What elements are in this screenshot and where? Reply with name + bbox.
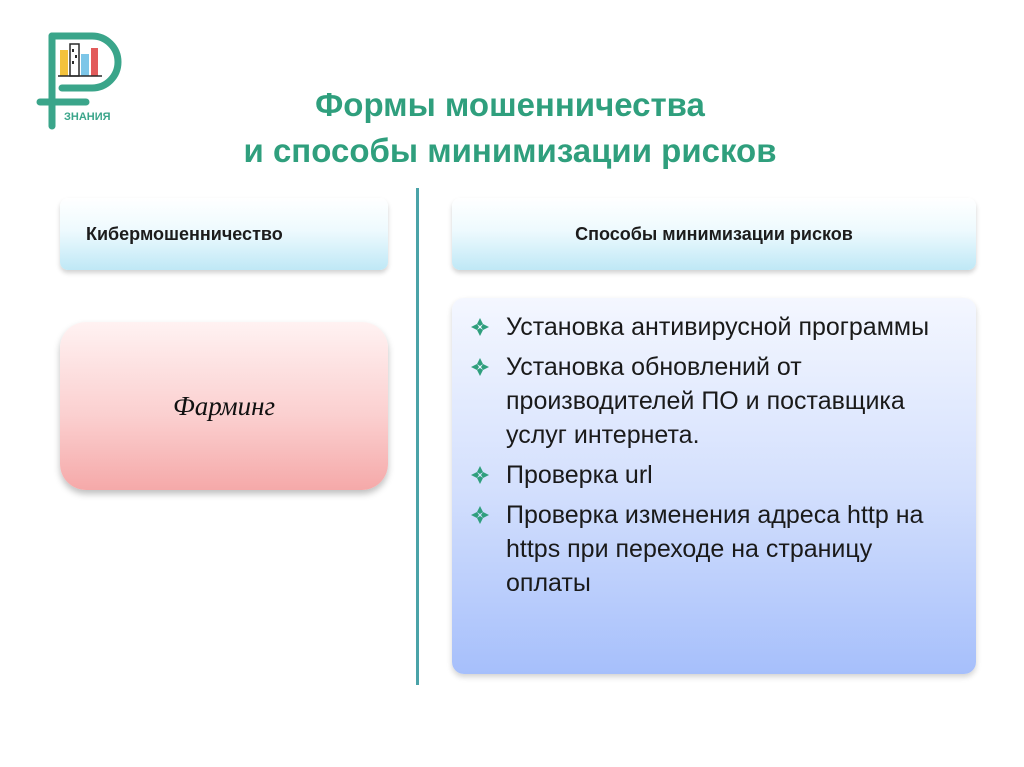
list-item	[470, 310, 958, 344]
risk-minimization-header-label: Способы минимизации рисков	[575, 223, 853, 244]
list-item	[470, 498, 958, 600]
risk-minimization-header	[452, 198, 976, 270]
cyberfraud-header	[60, 198, 388, 270]
logo	[34, 30, 130, 132]
list-item	[470, 350, 958, 452]
list-item	[470, 458, 958, 492]
methods-box	[452, 298, 976, 674]
method-text: Установка обновлений от производителей ПО и поставщика услуг интернета.	[506, 353, 905, 449]
diamond-bullet-icon	[470, 465, 490, 485]
diamond-bullet-icon	[470, 505, 490, 525]
fraud-type-label: Фарминг	[172, 390, 276, 421]
vertical-divider	[416, 188, 419, 685]
title-line-2: и способы минимизации рисков	[243, 132, 777, 169]
fraud-type-box	[60, 322, 388, 490]
diamond-bullet-icon	[470, 357, 490, 377]
page-title	[150, 82, 870, 174]
cyberfraud-header-label: Кибермошенничество	[86, 223, 283, 244]
logo-text: ЗНАНИЯ	[64, 111, 111, 123]
diamond-bullet-icon	[470, 317, 490, 337]
methods-list	[470, 310, 958, 600]
title-line-1: Формы мошенничества	[315, 86, 705, 123]
method-text: Проверка url	[506, 461, 653, 489]
method-text: Установка антивирусной программы	[506, 313, 930, 341]
method-text: Проверка изменения адреса http на https при переходе на страницу оплаты	[506, 501, 924, 597]
ruble-city-logo-icon	[34, 30, 130, 132]
